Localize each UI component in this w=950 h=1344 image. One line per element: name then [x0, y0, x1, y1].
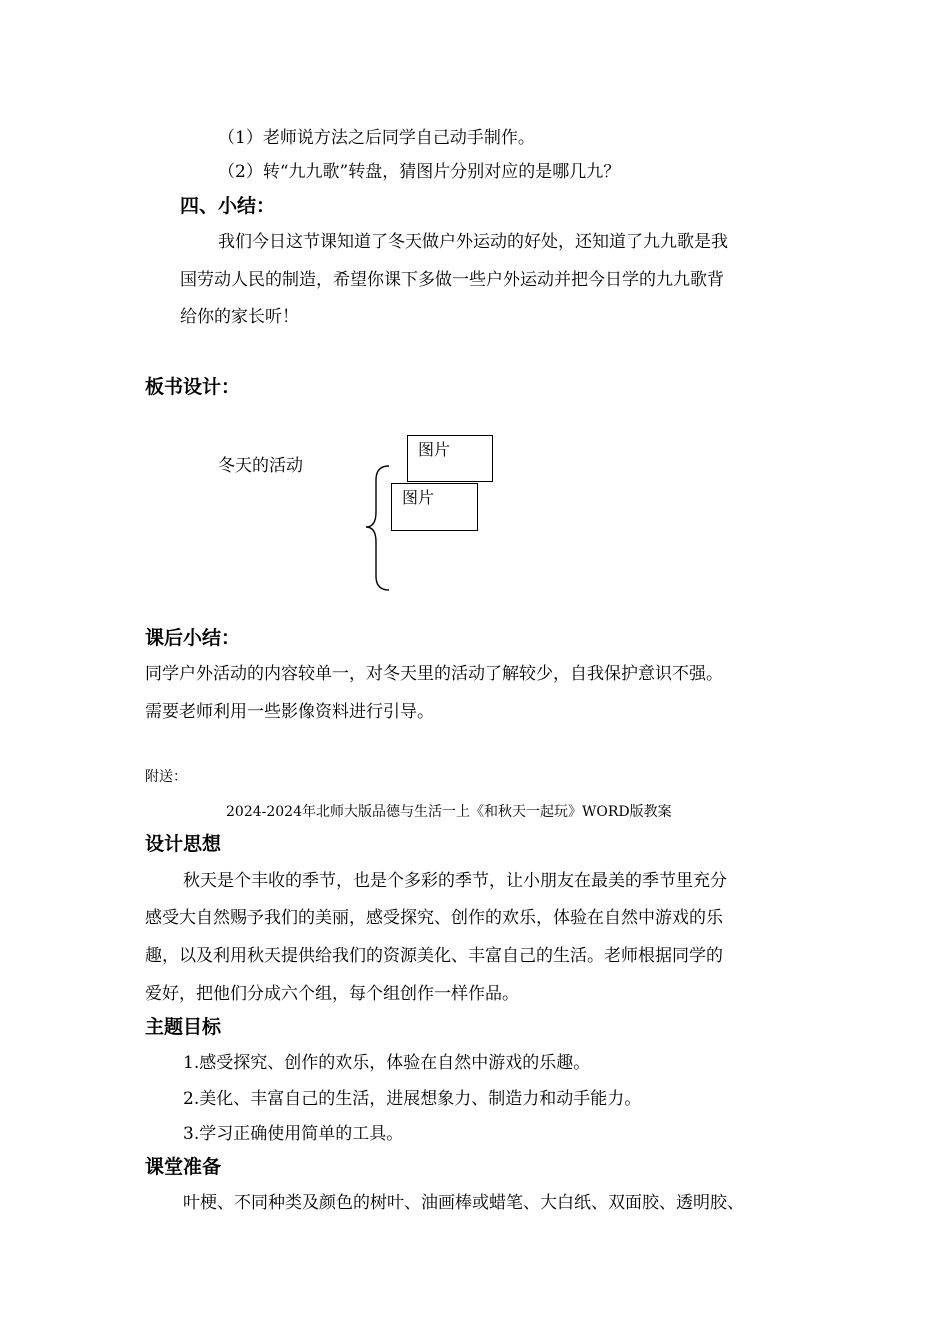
after-class-line-1: 同学户外活动的内容较单一，对冬天里的活动了解较少，自我保护意识不强。: [145, 664, 723, 684]
design-line-1: 秋天是个丰收的季节，也是个多彩的季节，让小朋友在最美的季节里充分: [183, 871, 727, 891]
goal-item-1: 1.感受探究、创作的欢乐，体验在自然中游戏的乐趣。: [183, 1053, 591, 1073]
picture-box-2: [391, 483, 478, 531]
picture-box-1: [407, 435, 493, 482]
design-heading: 设计思想: [145, 833, 222, 855]
lesson-step-1: （1）老师说方法之后同学自己动手制作。: [218, 128, 535, 148]
goal-item-2: 2.美化、丰富自己的生活，进展想象力、制造力和动手能力。: [183, 1089, 642, 1109]
design-line-3: 趣，以及利用秋天提供给我们的资源美化、丰富自己的生活。老师根据同学的: [145, 946, 723, 966]
summary-line-1: 我们今日这节课知道了冬天做户外运动的好处，还知道了九九歌是我: [218, 232, 728, 252]
goal-item-3: 3.学习正确使用简单的工具。: [183, 1124, 404, 1144]
after-class-line-2: 需要老师利用一些影像资料进行引导。: [145, 702, 434, 722]
appendix-title: 2024-2024年北师大版品德与生活一上《和秋天一起玩》WORD版教案: [226, 804, 672, 820]
design-line-2: 感受大自然赐予我们的美丽，感受探究、创作的欢乐，体验在自然中游戏的乐: [145, 908, 723, 928]
summary-heading: 四、小结：: [180, 195, 276, 217]
board-heading: 板书设计：: [145, 376, 241, 398]
summary-line-2: 国劳动人民的制造，希望你课下多做一些户外运动并把今日学的九九歌背: [180, 270, 724, 290]
board-topic: 冬天的活动: [218, 456, 303, 476]
design-line-4: 爱好，把他们分成六个组，每个组创作一样作品。: [145, 984, 519, 1004]
goals-heading: 主题目标: [145, 1016, 222, 1038]
picture-box-2-label: 图片: [402, 488, 435, 507]
prep-line: 叶梗、不同种类及颜色的树叶、油画棒或蜡笔、大白纸、双面胶、透明胶、: [183, 1193, 744, 1213]
picture-box-1-label: 图片: [418, 440, 451, 459]
summary-line-3: 给你的家长听！: [180, 307, 299, 327]
appendix-label: 附送：: [145, 769, 187, 785]
prep-heading: 课堂准备: [145, 1156, 222, 1178]
lesson-step-2: （2）转“九九歌”转盘，猜图片分别对应的是哪几九？: [218, 162, 621, 182]
after-class-heading: 课后小结：: [145, 627, 241, 649]
